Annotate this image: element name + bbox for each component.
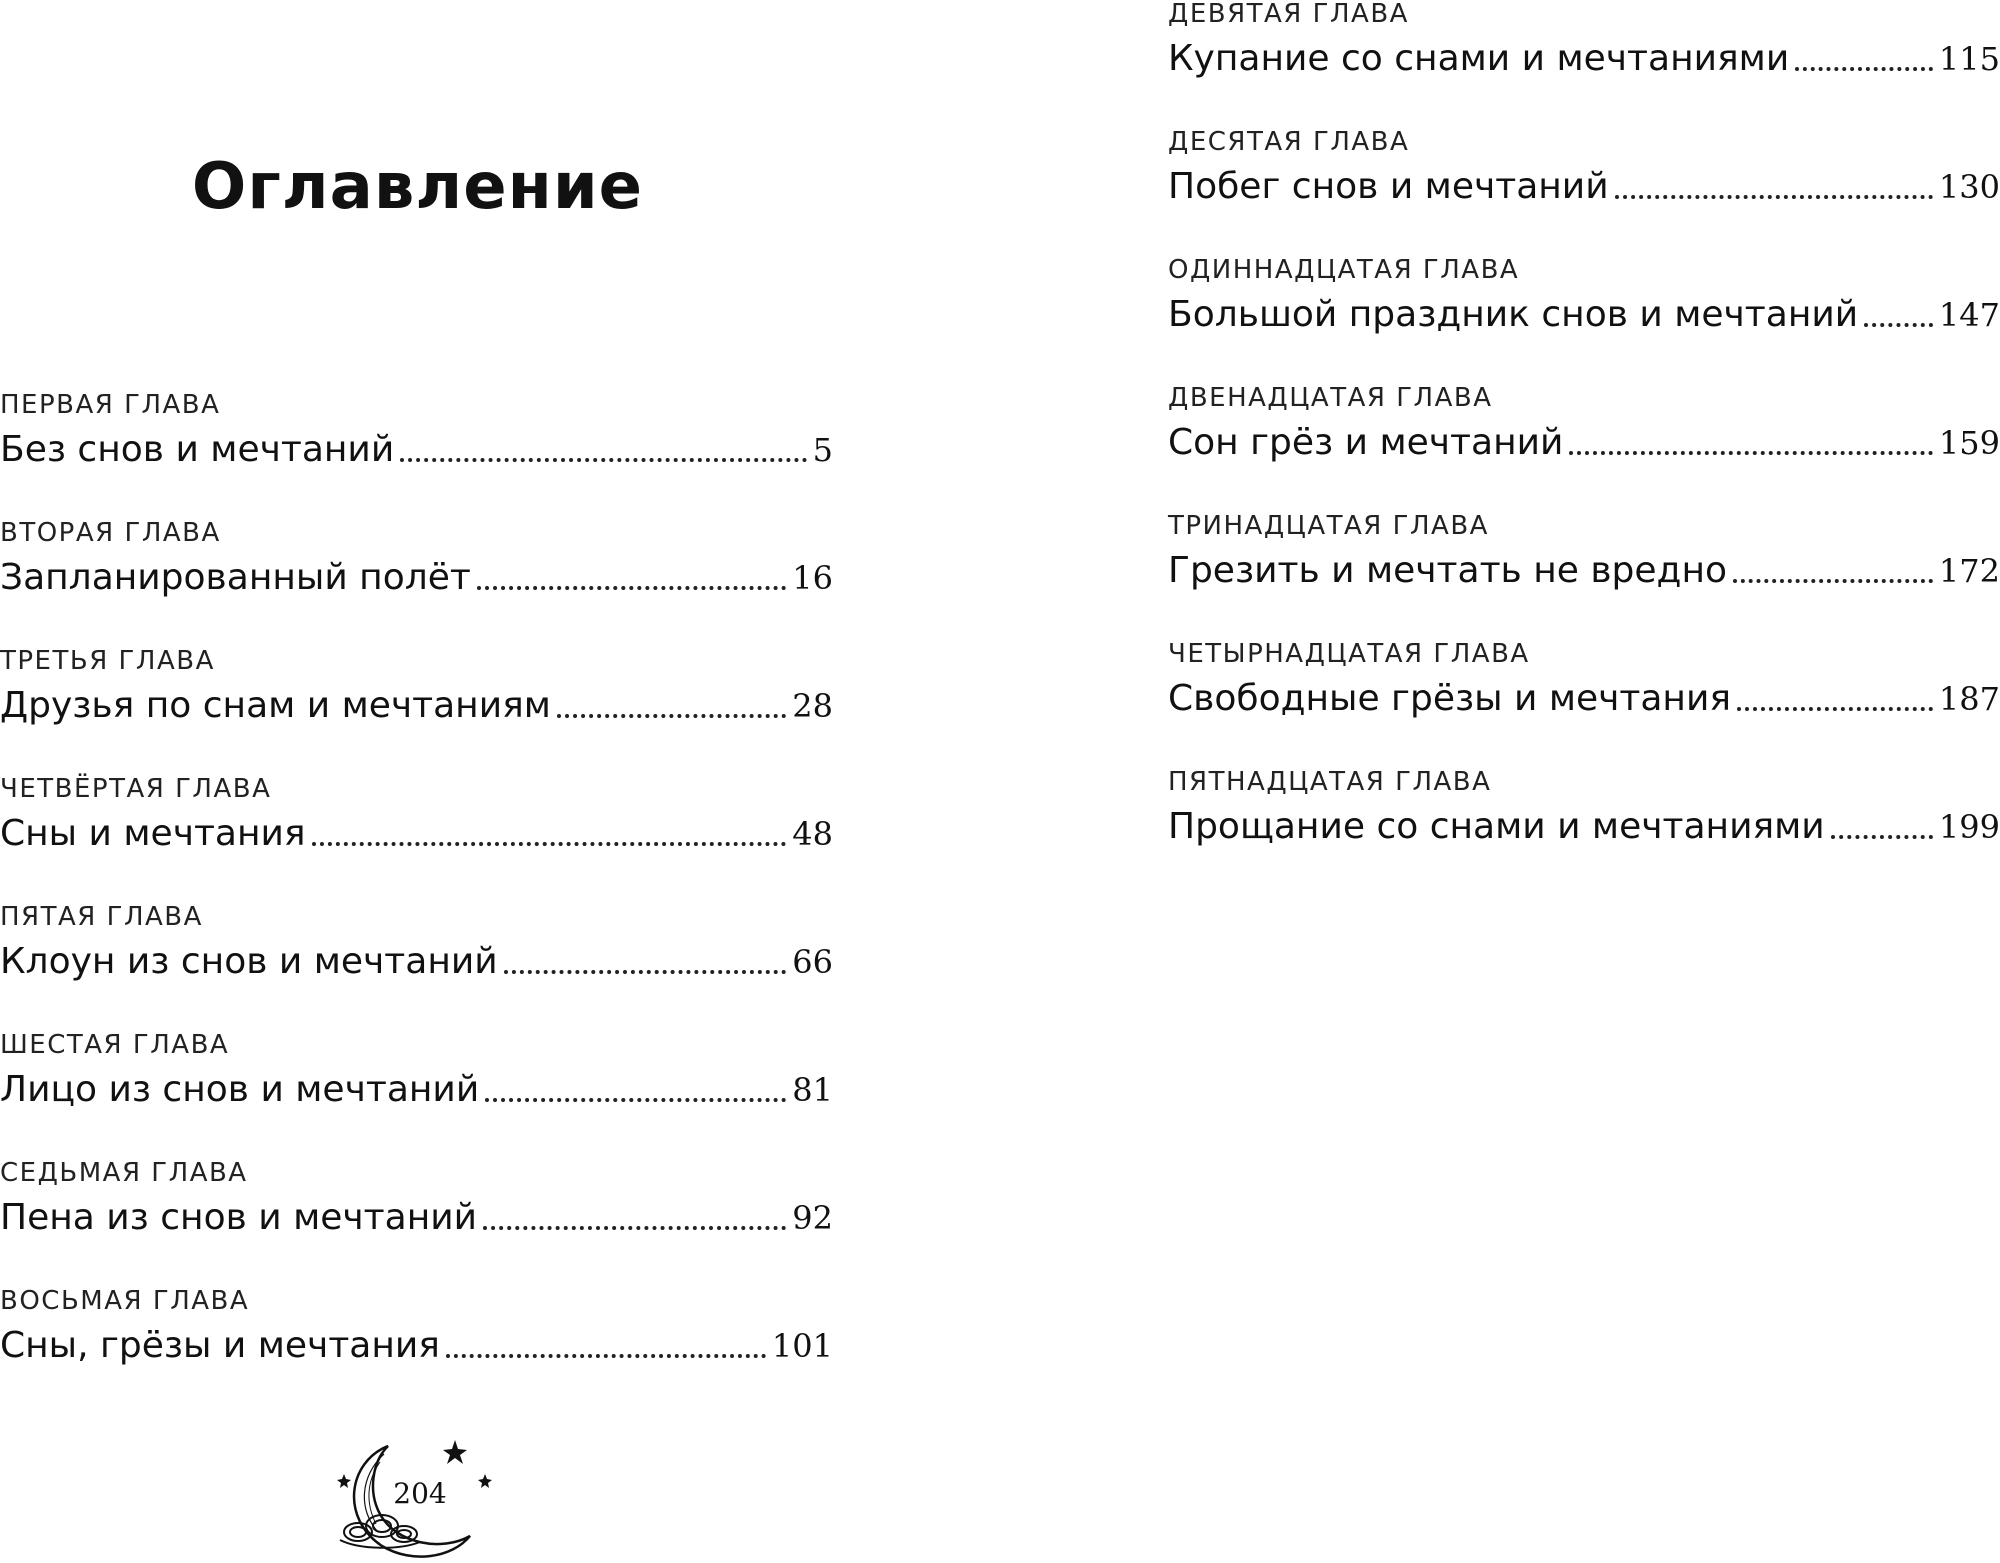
page-number: 187	[1938, 680, 2000, 718]
toc-entry	[1168, 255, 2000, 365]
page-title: Оглавление	[191, 150, 644, 224]
toc-line	[1168, 675, 2000, 723]
page-number: 159	[1938, 424, 2000, 462]
toc-line	[1168, 803, 2000, 851]
chapter-number: ТРИНАДЦАТАЯ ГЛАВА	[1168, 511, 1489, 541]
toc-line	[1168, 419, 2000, 467]
chapter-number: ЧЕТЫРНАДЦАТАЯ ГЛАВА	[1168, 639, 1530, 669]
chapter-title: Лицо из снов и мечтаний	[0, 1069, 480, 1110]
dot-leader	[477, 586, 786, 590]
dot-leader	[1831, 835, 1933, 839]
dot-leader	[1733, 579, 1933, 583]
dot-leader	[312, 842, 787, 846]
toc-entry	[0, 774, 833, 884]
toc-entry	[1168, 383, 2000, 493]
toc-entry	[1168, 0, 2000, 109]
toc-entry	[0, 518, 833, 628]
page-number: 28	[792, 687, 833, 725]
toc-entry	[0, 902, 833, 1012]
chapter-number: ДЕВЯТАЯ ГЛАВА	[1168, 0, 1409, 29]
chapter-number: ПЯТАЯ ГЛАВА	[0, 902, 203, 932]
chapter-number: ТРЕТЬЯ ГЛАВА	[0, 646, 215, 676]
dot-leader	[1569, 451, 1933, 455]
dot-leader	[483, 1226, 786, 1230]
toc-line	[0, 554, 833, 602]
folio-page-number: 204	[393, 1477, 447, 1510]
chapter-title: Пена из снов и мечтаний	[0, 1197, 478, 1238]
toc-line	[0, 1194, 833, 1242]
page-number: 130	[1938, 168, 2000, 206]
chapter-title: Клоун из снов и мечтаний	[0, 941, 498, 982]
dot-leader	[485, 1098, 786, 1102]
chapter-title: Друзья по снам и мечтаниям	[0, 685, 551, 726]
chapter-title: Запланированный полёт	[0, 557, 471, 598]
chapter-title: Сны, грёзы и мечтания	[0, 1325, 440, 1366]
page-number: 92	[792, 1199, 833, 1237]
page-number: 66	[792, 943, 833, 981]
dot-leader	[1615, 195, 1933, 199]
chapter-title: Прощание со снами и мечтаниями	[1168, 806, 1825, 847]
dot-leader	[1864, 323, 1933, 327]
dot-leader	[446, 1354, 766, 1358]
chapter-title: Сны и мечтания	[0, 813, 306, 854]
toc-entry	[1168, 639, 2000, 749]
page-number: 81	[792, 1071, 833, 1109]
chapter-number: ПЯТНАДЦАТАЯ ГЛАВА	[1168, 767, 1492, 797]
page-number: 101	[771, 1327, 833, 1365]
toc-entry	[0, 390, 833, 500]
dot-leader	[400, 458, 806, 462]
toc-line	[0, 1066, 833, 1114]
chapter-number: СЕДЬМАЯ ГЛАВА	[0, 1158, 248, 1188]
chapter-number: ЧЕТВЁРТАЯ ГЛАВА	[0, 774, 272, 804]
page-number: 172	[1938, 552, 2000, 590]
chapter-number: ПЕРВАЯ ГЛАВА	[0, 390, 221, 420]
chapter-number: ДВЕНАДЦАТАЯ ГЛАВА	[1168, 383, 1493, 413]
chapter-number: ОДИННАДЦАТАЯ ГЛАВА	[1168, 255, 1520, 285]
chapter-title: Грезить и мечтать не вредно	[1168, 550, 1728, 591]
toc-entry	[0, 1030, 833, 1140]
chapter-number: ШЕСТАЯ ГЛАВА	[0, 1030, 230, 1060]
page-number: 115	[1938, 40, 2000, 78]
dot-leader	[557, 714, 786, 718]
toc-line	[1168, 547, 2000, 595]
chapter-title: Большой праздник снов и мечтаний	[1168, 294, 1859, 335]
toc-entry	[0, 1286, 833, 1396]
toc-line	[0, 682, 833, 730]
toc-entry	[1168, 127, 2000, 237]
chapter-title: Купание со снами и мечтаниями	[1168, 38, 1790, 79]
page-number: 5	[812, 431, 833, 469]
chapter-number: ВОСЬМАЯ ГЛАВА	[0, 1286, 250, 1316]
dot-leader	[1795, 67, 1933, 71]
toc-line	[1168, 291, 2000, 339]
page-number: 147	[1938, 296, 2000, 334]
page-number: 16	[792, 559, 833, 597]
toc-line	[1168, 35, 2000, 83]
chapter-number: ВТОРАЯ ГЛАВА	[0, 518, 221, 548]
toc-line	[0, 1322, 833, 1370]
dot-leader	[1737, 707, 1933, 711]
toc-entry	[0, 1158, 833, 1268]
chapter-title: Побег снов и мечтаний	[1168, 166, 1609, 207]
chapter-title: Свободные грёзы и мечтания	[1168, 678, 1732, 719]
toc-entry	[1168, 767, 2000, 877]
toc-line	[0, 810, 833, 858]
toc-entry	[1168, 511, 2000, 621]
toc-line	[0, 426, 833, 474]
page-folio	[330, 1440, 500, 1563]
chapter-number: ДЕСЯТАЯ ГЛАВА	[1168, 127, 1410, 157]
chapter-title: Сон грёз и мечтаний	[1168, 422, 1564, 463]
chapter-title: Без снов и мечтаний	[0, 429, 395, 470]
toc-line	[0, 938, 833, 986]
toc-line	[1168, 163, 2000, 211]
dot-leader	[504, 970, 787, 974]
page-number: 199	[1938, 808, 2000, 846]
toc-entry	[0, 646, 833, 756]
page-number: 48	[792, 815, 833, 853]
